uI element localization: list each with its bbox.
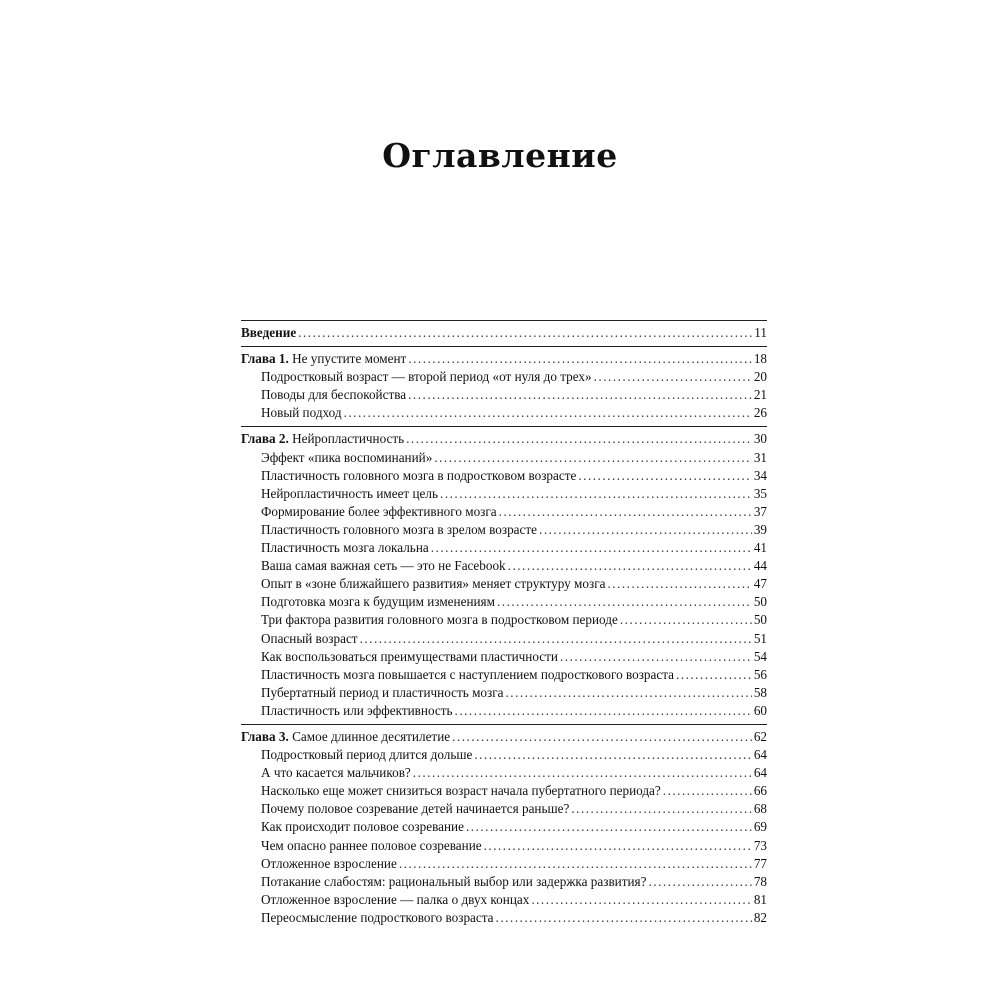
toc-subsection-entry[interactable] xyxy=(241,575,767,593)
dot-leader xyxy=(620,611,752,629)
toc-subsection-entry[interactable] xyxy=(241,782,767,800)
dot-leader xyxy=(434,449,751,467)
toc-chapter-number: Глава 2. xyxy=(241,431,289,447)
dot-leader xyxy=(539,521,752,539)
toc-subsection-title: Эффект «пика воспоминаний» xyxy=(261,449,433,465)
toc-chapter-number: Введение xyxy=(241,325,297,340)
toc-subsection-entry[interactable] xyxy=(241,368,767,386)
dot-leader xyxy=(474,746,751,764)
toc-page-number: 56 xyxy=(753,666,767,682)
toc-page-number: 11 xyxy=(754,325,767,340)
toc-subsection-title: Отложенное взросление — палка о двух концах xyxy=(261,891,530,907)
toc-chapter-name: Самое длинное десятилетие xyxy=(288,728,451,744)
toc-subsection-entry[interactable] xyxy=(241,557,767,575)
toc-subsection-title: Формирование более эффективного мозга xyxy=(261,503,497,519)
toc-subsection-entry[interactable] xyxy=(241,521,767,539)
dot-leader xyxy=(298,324,752,342)
toc-subsection-entry[interactable] xyxy=(241,449,767,467)
dot-leader xyxy=(663,782,752,800)
toc-subsection-title: Как происходит половое созревание xyxy=(261,819,464,835)
toc-subsection-entry[interactable] xyxy=(241,837,767,855)
toc-subsection-title: Подростковый период длится дольше xyxy=(261,747,473,763)
toc-subsection-entry[interactable] xyxy=(241,684,767,702)
dot-leader xyxy=(431,539,752,557)
toc-page-number: 39 xyxy=(753,521,767,537)
toc-page-number: 54 xyxy=(753,648,767,664)
toc-subsection-title: Нейропластичность имеет цель xyxy=(261,485,439,501)
toc-page-number: 20 xyxy=(753,369,767,385)
toc-section xyxy=(241,320,767,342)
toc-section xyxy=(241,346,767,422)
dot-leader xyxy=(408,350,752,368)
dot-leader xyxy=(408,386,752,404)
toc-subsection-entry[interactable] xyxy=(241,702,767,720)
dot-leader xyxy=(578,467,751,485)
toc-subsection-entry[interactable] xyxy=(241,467,767,485)
toc-page-number: 68 xyxy=(753,801,767,817)
dot-leader xyxy=(406,430,752,448)
toc-subsection-title: Ваша самая важная сеть — это не Facebook xyxy=(261,558,506,574)
dot-leader xyxy=(466,818,752,836)
toc-subsection-title: Отложенное взросление xyxy=(261,855,397,871)
dot-leader xyxy=(455,702,752,720)
toc-subsection-title: Пластичность или эффективность xyxy=(261,702,453,718)
toc-section xyxy=(241,724,767,927)
toc-subsection-entry[interactable] xyxy=(241,630,767,648)
toc-chapter-name: Не упустите момент xyxy=(288,351,407,367)
toc-chapter-entry[interactable] xyxy=(241,324,767,342)
dot-leader xyxy=(560,648,752,666)
page-title: Оглавление xyxy=(382,136,618,175)
toc-subsection-title: Пластичность головного мозга в подростковом возрасте xyxy=(261,467,577,483)
dot-leader xyxy=(499,503,752,521)
dot-leader xyxy=(676,666,752,684)
toc-page-number: 77 xyxy=(753,855,767,871)
toc-page-number: 37 xyxy=(753,503,767,519)
toc-page-number: 30 xyxy=(753,431,767,447)
toc-page-number: 34 xyxy=(753,467,767,483)
dot-leader xyxy=(440,485,752,503)
toc-subsection-entry[interactable] xyxy=(241,539,767,557)
dot-leader xyxy=(497,593,752,611)
toc-page-number: 62 xyxy=(753,728,767,744)
toc-subsection-entry[interactable] xyxy=(241,648,767,666)
toc-subsection-title: Опасный возраст xyxy=(261,630,358,646)
toc-subsection-entry[interactable] xyxy=(241,746,767,764)
toc-subsection-title: Пластичность мозга повышается с наступлением подросткового возраста xyxy=(261,666,674,682)
toc-page-number: 69 xyxy=(753,819,767,835)
toc-page-number: 21 xyxy=(753,387,767,403)
toc-page-number: 47 xyxy=(753,576,767,592)
toc-page-number: 50 xyxy=(753,612,767,628)
toc-page-number: 18 xyxy=(753,351,767,367)
toc-subsection-title: Как воспользоваться преимуществами пластичности xyxy=(261,648,558,664)
toc-subsection-entry[interactable] xyxy=(241,818,767,836)
toc-chapter-number: Глава 1. xyxy=(241,351,289,367)
toc-subsection-title: Пубертатный период и пластичность мозга xyxy=(261,684,504,700)
dot-leader xyxy=(594,368,752,386)
dot-leader xyxy=(531,891,751,909)
toc-subsection-title: Переосмысление подросткового возраста xyxy=(261,909,494,925)
toc-subsection-title: Пластичность мозга локальна xyxy=(261,540,429,556)
toc-subsection-entry[interactable] xyxy=(241,873,767,891)
dot-leader xyxy=(496,909,752,927)
toc-chapter-number: Глава 3. xyxy=(241,728,289,744)
toc-subsection-entry[interactable] xyxy=(241,611,767,629)
toc-page-number: 50 xyxy=(753,594,767,610)
toc-page-number: 81 xyxy=(753,891,767,907)
toc-subsection-entry[interactable] xyxy=(241,593,767,611)
toc-subsection-title: Подростковый возраст — второй период «от нуля до трех» xyxy=(261,369,592,385)
toc-subsection-title: Чем опасно раннее половое созревание xyxy=(261,837,482,853)
toc-subsection-title: Пластичность головного мозга в зрелом возрасте xyxy=(261,521,538,537)
toc-page-number: 66 xyxy=(753,783,767,799)
toc-subsection-entry[interactable] xyxy=(241,764,767,782)
toc-subsection-title: Потакание слабостям: рациональный выбор или задержка развития? xyxy=(261,873,647,889)
toc-subsection-entry[interactable] xyxy=(241,404,767,422)
dot-leader xyxy=(607,575,751,593)
toc-page-number: 73 xyxy=(753,837,767,853)
toc-subsection-title: Поводы для беспокойства xyxy=(261,387,407,403)
toc-page-number: 31 xyxy=(753,449,767,465)
toc-chapter-entry[interactable] xyxy=(241,430,767,448)
toc-subsection-entry[interactable] xyxy=(241,503,767,521)
toc-page-number: 26 xyxy=(753,405,767,421)
toc-subsection-title: А что касается мальчиков? xyxy=(261,765,411,781)
toc-chapter-entry[interactable] xyxy=(241,350,767,368)
toc-chapter-title xyxy=(241,728,450,746)
dot-leader xyxy=(648,873,751,891)
dot-leader xyxy=(344,404,752,422)
toc-page-number: 58 xyxy=(753,684,767,700)
toc-subsection-entry[interactable] xyxy=(241,800,767,818)
toc-subsection-title: Три фактора развития головного мозга в подростковом периоде xyxy=(261,612,618,628)
toc-chapter-entry[interactable] xyxy=(241,728,767,746)
toc-subsection-entry[interactable] xyxy=(241,666,767,684)
toc-chapter-title xyxy=(241,430,404,448)
toc-subsection-entry[interactable] xyxy=(241,855,767,873)
toc-section xyxy=(241,426,767,720)
toc-page-number: 44 xyxy=(753,558,767,574)
dot-leader xyxy=(571,800,751,818)
toc-subsection-title: Почему половое созревание детей начинается раньше? xyxy=(261,801,570,817)
dot-leader xyxy=(399,855,752,873)
table-of-contents xyxy=(241,320,767,931)
dot-leader xyxy=(505,684,751,702)
toc-page-number: 78 xyxy=(753,873,767,889)
toc-subsection-title: Подготовка мозга к будущим изменениям xyxy=(261,594,495,610)
toc-page-number: 64 xyxy=(753,747,767,763)
toc-page-number: 41 xyxy=(753,540,767,556)
toc-subsection-title: Новый подход xyxy=(261,405,342,421)
toc-subsection-entry[interactable] xyxy=(241,386,767,404)
toc-subsection-entry[interactable] xyxy=(241,485,767,503)
toc-subsection-entry[interactable] xyxy=(241,909,767,927)
toc-chapter-title xyxy=(241,350,406,368)
toc-chapter-title xyxy=(241,324,296,342)
toc-page-number: 60 xyxy=(753,702,767,718)
toc-page-number: 64 xyxy=(753,765,767,781)
toc-subsection-title: Опыт в «зоне ближайшего развития» меняет структуру мозга xyxy=(261,576,606,592)
dot-leader xyxy=(360,630,752,648)
dot-leader xyxy=(452,728,752,746)
toc-subsection-title: Насколько еще может снизиться возраст начала пубертатного периода? xyxy=(261,783,661,799)
dot-leader xyxy=(413,764,752,782)
toc-page-number: 82 xyxy=(753,909,767,925)
dot-leader xyxy=(508,557,752,575)
toc-page-number: 51 xyxy=(753,630,767,646)
dot-leader xyxy=(484,837,752,855)
toc-chapter-name: Нейропластичность xyxy=(288,431,405,447)
toc-subsection-entry[interactable] xyxy=(241,891,767,909)
toc-page-number: 35 xyxy=(753,485,767,501)
